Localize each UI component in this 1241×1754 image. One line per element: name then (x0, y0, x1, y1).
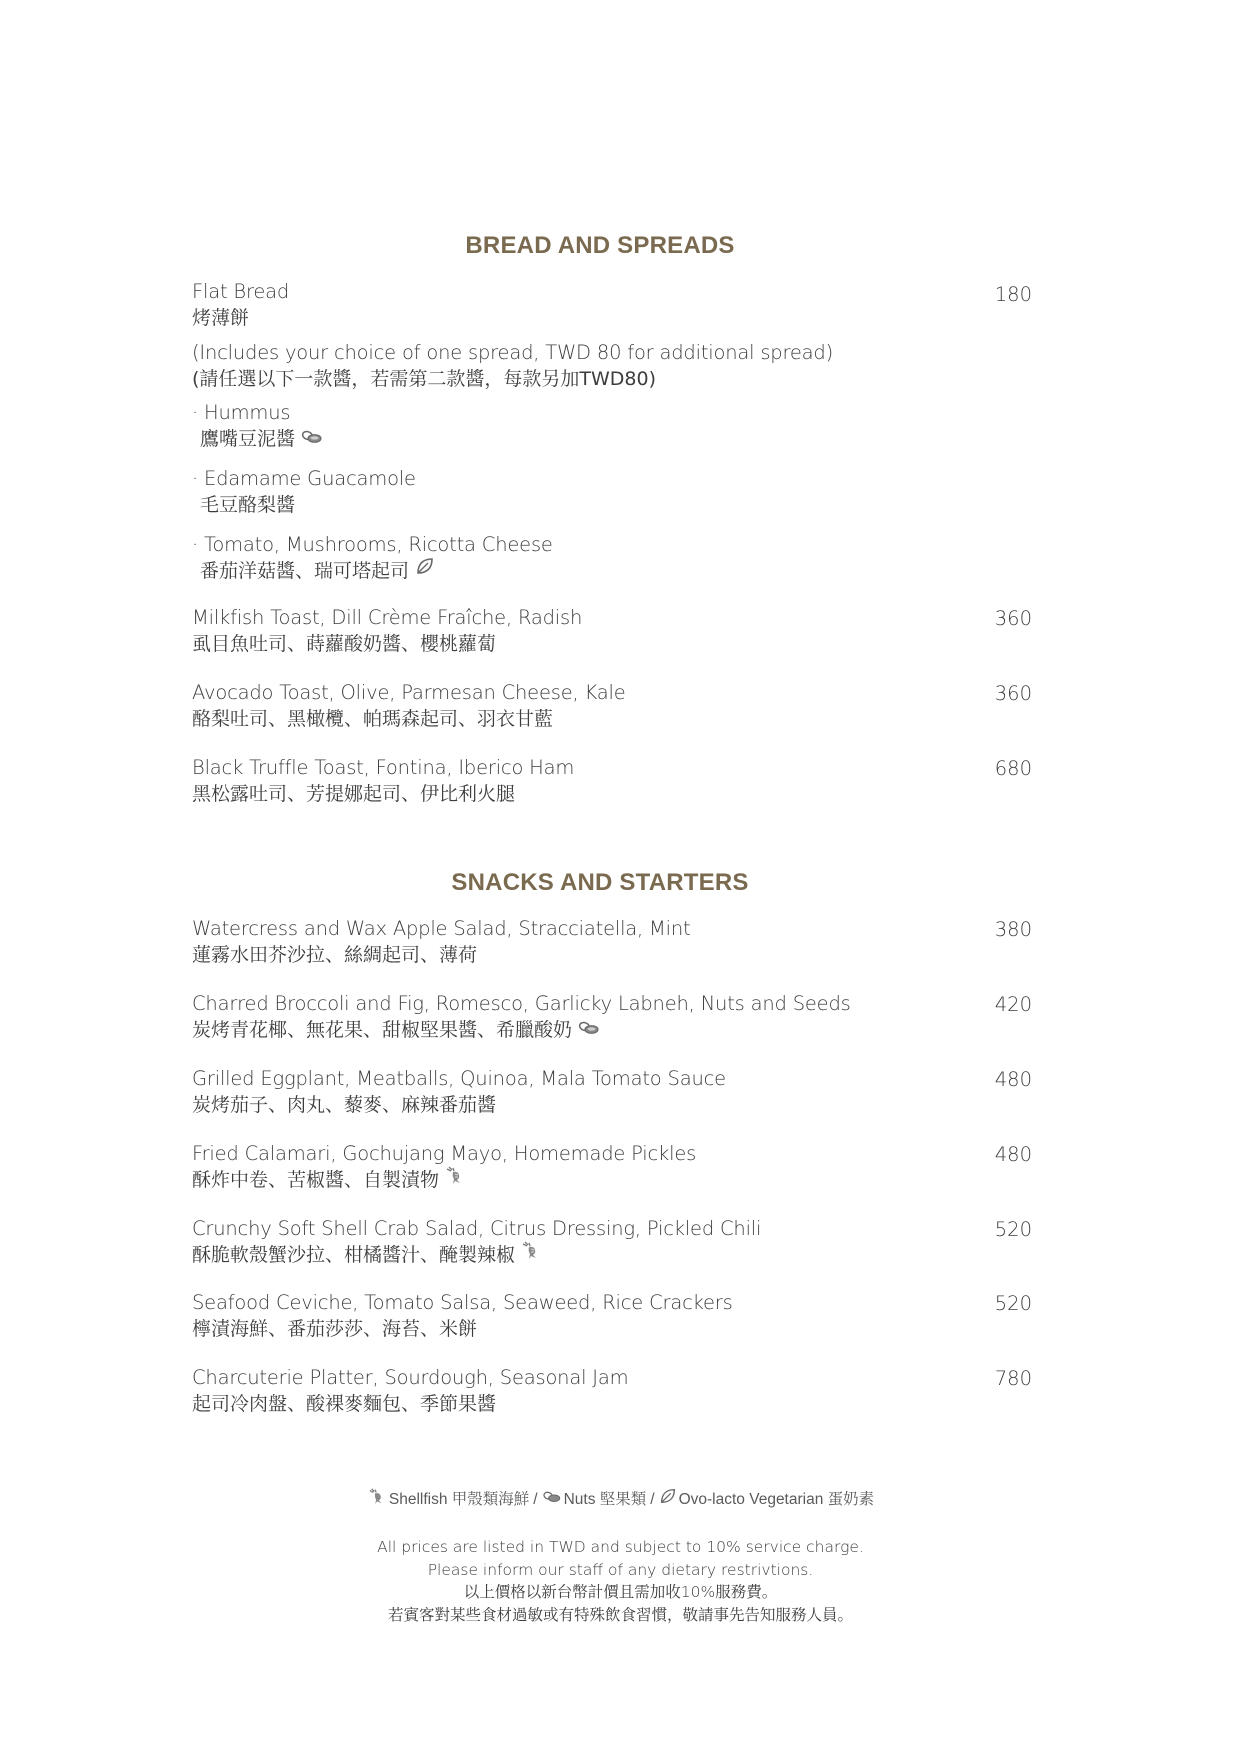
menu-item-watercress-salad (192, 916, 1032, 968)
legend-separator: / (533, 1491, 538, 1508)
item-name-en: Watercress and Wax Apple Salad, Stracciatella, Mint (192, 917, 691, 940)
section-title-bread-and-spreads: BREAD AND SPREADS (465, 232, 735, 259)
item-name-en: Avocado Toast, Olive, Parmesan Cheese, Kale (192, 681, 626, 704)
item-price: 180 (994, 283, 1032, 306)
section-title-snacks-and-starters: SNACKS AND STARTERS (451, 869, 749, 896)
spread-name-en: · Edamame Guacamole (192, 467, 416, 490)
allergen-legend (0, 1487, 1241, 1511)
item-name-zh: 酪梨吐司、黑橄欖、帕瑪森起司、羽衣甘藍 (192, 708, 554, 730)
footer-line-dietary-zh: 若賓客對某些食材過敏或有特殊飲食習慣，敬請事先告知服務人員。 (387, 1605, 853, 1624)
menu-item-charred-broccoli (192, 991, 1032, 1044)
footer-notes (0, 1536, 1241, 1626)
item-name-zh: 檸漬海鮮、番茄莎莎、海苔、米餅 (192, 1318, 478, 1340)
item-price: 480 (994, 1143, 1032, 1166)
item-name-zh: 炭烤青花椰、無花果、甜椒堅果醬、希臘酸奶 (192, 1017, 1032, 1044)
footer-line-service-charge-zh: 以上價格以新台幣計價且需加收10%服務費。 (463, 1583, 778, 1601)
legend-separator: / (650, 1491, 655, 1508)
item-name-zh: 蓮霧水田芥沙拉、絲綢起司、薄荷 (192, 944, 478, 966)
shellfish-icon (445, 1165, 465, 1192)
menu-item-grilled-eggplant (192, 1066, 1032, 1118)
item-price: 360 (994, 607, 1032, 630)
item-name-zh: 黑松露吐司、芳提娜起司、伊比利火腿 (192, 783, 516, 805)
nuts-icon (542, 1490, 562, 1508)
legend-nuts-label: Nuts 堅果類 (563, 1491, 647, 1508)
leaf-icon (659, 1487, 677, 1510)
item-name-zh: 起司冷肉盤、酸裸麥麵包、季節果醬 (192, 1393, 497, 1415)
item-name-en: Black Truffle Toast, Fontina, Iberico Ham (192, 756, 575, 779)
item-name-zh: 酥脆軟殼蟹沙拉、柑橘醬汁、醃製辣椒 (192, 1242, 1032, 1269)
menu-item-flat-bread (192, 279, 1032, 331)
menu-item-milkfish-toast (192, 605, 1032, 657)
legend-shellfish-label: Shellfish 甲殼類海鮮 (388, 1491, 530, 1508)
menu-item-soft-shell-crab-salad (192, 1216, 1032, 1269)
item-name-en: Milkfish Toast, Dill Crème Fraîche, Radish (192, 606, 583, 629)
footer-line-dietary-en: Please inform our staff of any dietary restrivtions. (427, 1560, 814, 1579)
menu-item-black-truffle-toast (192, 755, 1032, 807)
note-zh: (請任選以下一款醬，若需第二款醬，每款另加TWD80) (192, 368, 657, 390)
item-name-en: Charcuterie Platter, Sourdough, Seasonal Jam (192, 1366, 629, 1389)
spread-name-zh: 鷹嘴豆泥醬 (192, 426, 1032, 453)
menu-item-fried-calamari (192, 1141, 1032, 1194)
nuts-icon (578, 1016, 600, 1042)
leaf-icon (415, 556, 435, 583)
spread-name-en: · Tomato, Mushrooms, Ricotta Cheese (192, 533, 553, 556)
menu-item-charcuterie-platter (192, 1365, 1032, 1417)
item-price: 520 (994, 1218, 1032, 1241)
item-price: 380 (994, 918, 1032, 941)
spread-item-tomato-mushrooms-ricotta (192, 532, 1032, 585)
item-name-zh: 虱目魚吐司、蒔蘿酸奶醬、櫻桃蘿蔔 (192, 633, 497, 655)
item-price: 420 (994, 993, 1032, 1016)
menu-item-avocado-toast (192, 680, 1032, 732)
item-price: 780 (994, 1367, 1032, 1390)
spread-item-hummus (192, 400, 1032, 453)
legend-vegetarian-label: Ovo-lacto Vegetarian 蛋奶素 (678, 1491, 875, 1508)
flat-bread-note (192, 340, 1032, 392)
item-name-en: Flat Bread (192, 280, 290, 303)
item-name-en: Charred Broccoli and Fig, Romesco, Garlicky Labneh, Nuts and Seeds (192, 992, 851, 1015)
shellfish-icon (521, 1240, 541, 1267)
spread-name-zh: 毛豆酪梨醬 (200, 494, 296, 516)
item-name-zh: 酥炸中卷、苦椒醬、自製漬物 (192, 1167, 1032, 1194)
spread-name-zh: 番茄洋菇醬、瑞可塔起司 (192, 558, 1032, 585)
item-name-en: Seafood Ceviche, Tomato Salsa, Seaweed, Rice Crackers (192, 1291, 733, 1314)
spread-name-en: · Hummus (192, 401, 291, 424)
item-name-en: Fried Calamari, Gochujang Mayo, Homemade Pickles (192, 1142, 697, 1165)
item-name-en: Grilled Eggplant, Meatballs, Quinoa, Mala Tomato Sauce (192, 1067, 726, 1090)
item-price: 360 (994, 682, 1032, 705)
item-name-zh: 烤薄餅 (192, 307, 250, 329)
item-price: 520 (994, 1292, 1032, 1315)
item-price: 680 (994, 757, 1032, 780)
footer-line-service-charge-en: All prices are listed in TWD and subject to 10% service charge. (377, 1538, 864, 1556)
spread-item-edamame-guacamole (192, 466, 1032, 518)
menu-item-seafood-ceviche (192, 1290, 1032, 1342)
nuts-icon (301, 425, 323, 451)
item-price: 480 (994, 1068, 1032, 1091)
item-name-zh: 炭烤茄子、肉丸、藜麥、麻辣番茄醬 (192, 1094, 497, 1116)
shellfish-icon (367, 1487, 387, 1510)
item-name-en: Crunchy Soft Shell Crab Salad, Citrus Dressing, Pickled Chili (192, 1217, 762, 1240)
note-en: (Includes your choice of one spread, TWD 80 for additional spread) (192, 341, 833, 364)
